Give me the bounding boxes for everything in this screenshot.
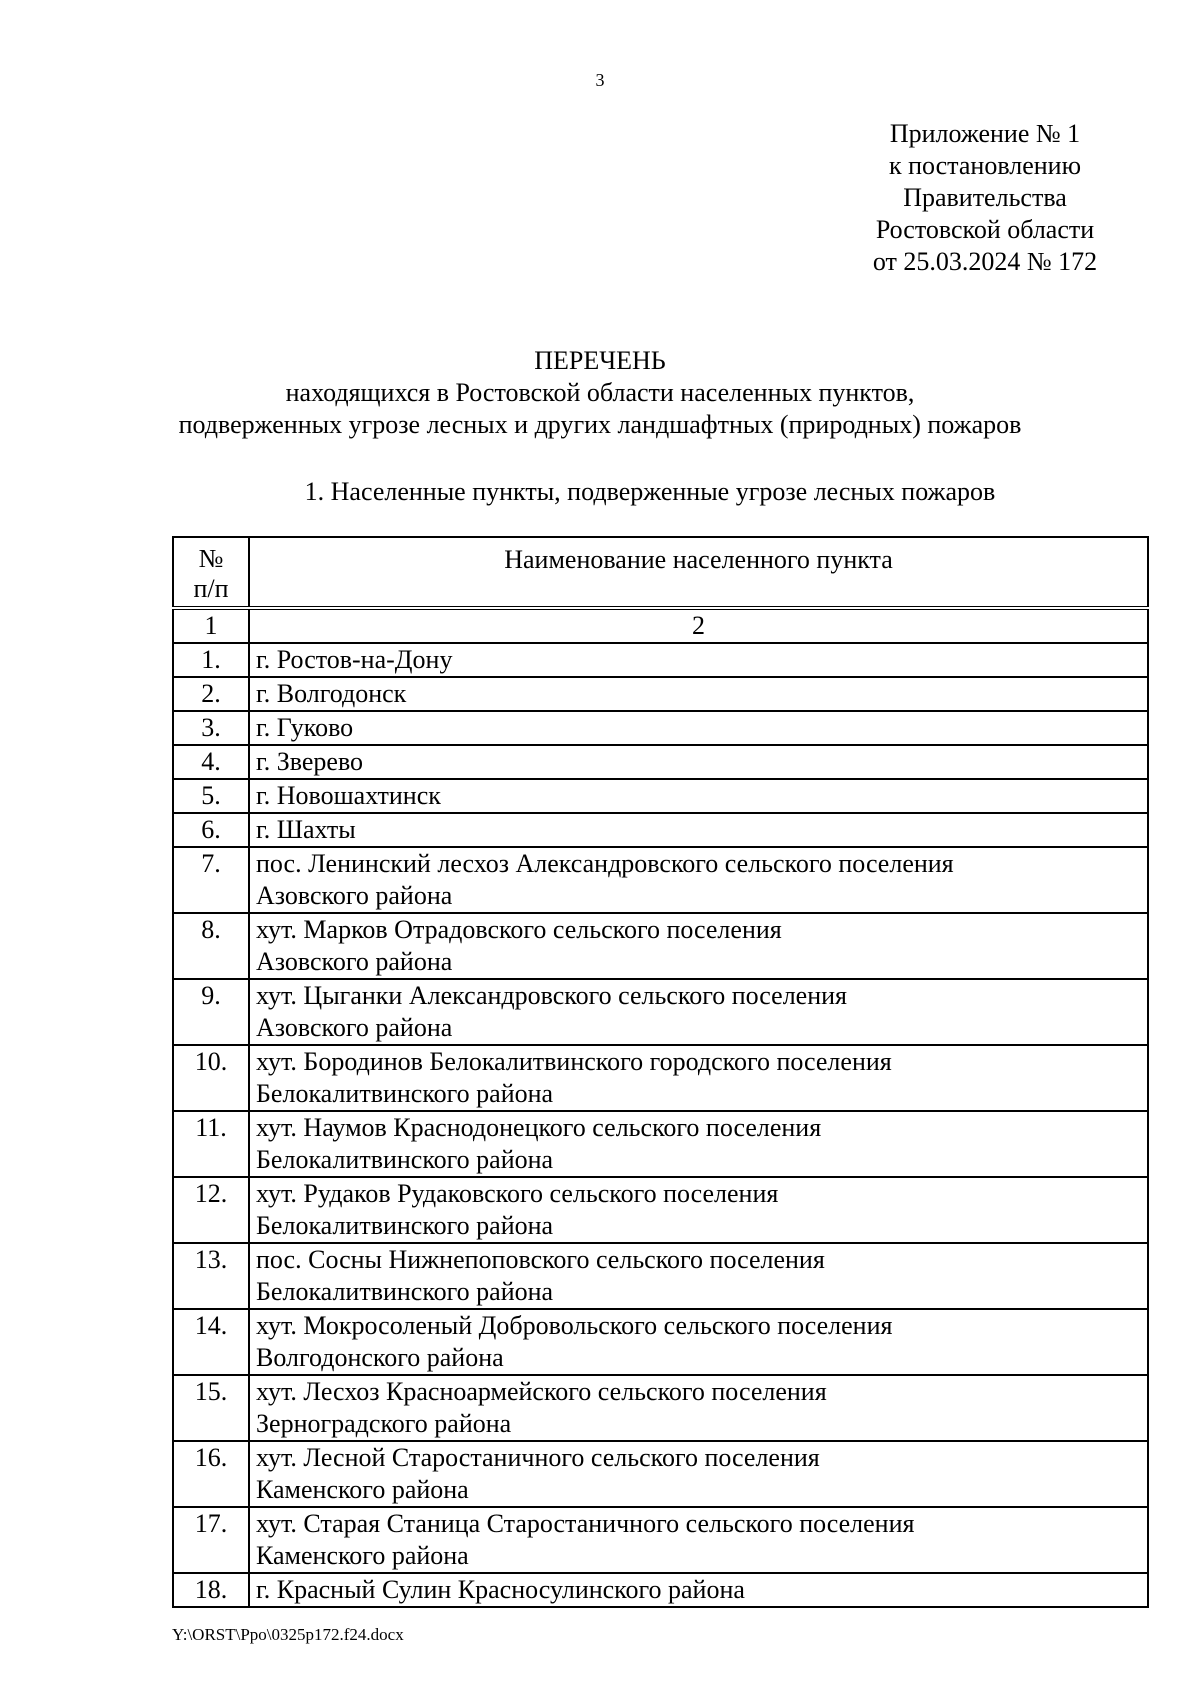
settlement-name-line: пос. Сосны Нижнепоповского сельского поселения (256, 1245, 825, 1274)
column-index-1: 1 (173, 608, 249, 643)
settlement-name (249, 779, 1148, 813)
row-number: 9. (173, 979, 249, 1045)
row-number: 1. (173, 643, 249, 677)
settlement-name (249, 1375, 1148, 1441)
footer-file-path: Y:\ORST\Ppo\0325p172.f24.docx (172, 1625, 404, 1644)
row-number: 4. (173, 745, 249, 779)
settlement-name (249, 979, 1148, 1045)
settlement-name (249, 1507, 1148, 1573)
settlement-district-line: Зерноградского района (256, 1409, 512, 1438)
table-row (173, 745, 1148, 779)
header-name: Наименование населенного пункта (249, 537, 1148, 608)
row-number: 7. (173, 847, 249, 913)
settlements-table-wrapper (172, 536, 1147, 1608)
settlement-name-line: хут. Мокросоленый Добровольского сельского поселения (256, 1311, 893, 1340)
row-number: 6. (173, 813, 249, 847)
settlement-name (249, 643, 1148, 677)
settlement-district-line: Каменского района (256, 1541, 469, 1570)
table-row (173, 1507, 1148, 1573)
appendix-line: от 25.03.2024 № 172 (872, 247, 1098, 276)
page-number: 3 (595, 70, 605, 90)
settlement-name-line: г. Новошахтинск (256, 781, 441, 810)
table-row (173, 643, 1148, 677)
settlement-name-line: г. Красный Сулин Красносулинского района (256, 1575, 745, 1604)
row-number: 14. (173, 1309, 249, 1375)
table-row (173, 1177, 1148, 1243)
settlement-name-line: г. Волгодонск (256, 679, 407, 708)
appendix-line: Правительства (903, 183, 1067, 212)
column-index-row (173, 608, 1148, 643)
settlement-name-line: г. Ростов-на-Дону (256, 645, 453, 674)
appendix-block (850, 118, 1120, 278)
settlement-name (249, 1441, 1148, 1507)
settlement-name-line: г. Гуково (256, 713, 354, 742)
table-row (173, 711, 1148, 745)
row-number: 2. (173, 677, 249, 711)
settlement-name (249, 745, 1148, 779)
appendix-line: Ростовской области (875, 215, 1095, 244)
row-number: 15. (173, 1375, 249, 1441)
table-row (173, 1375, 1148, 1441)
row-number: 13. (173, 1243, 249, 1309)
row-number: 5. (173, 779, 249, 813)
document-subtitle-line: находящихся в Ростовской области населенных пунктов, (285, 378, 915, 407)
document-title: ПЕРЕЧЕНЬ (534, 346, 666, 375)
row-number: 10. (173, 1045, 249, 1111)
table-row (173, 779, 1148, 813)
row-number: 12. (173, 1177, 249, 1243)
settlement-name (249, 677, 1148, 711)
row-number: 16. (173, 1441, 249, 1507)
settlement-name (249, 1111, 1148, 1177)
settlement-name (249, 1573, 1148, 1607)
row-number: 18. (173, 1573, 249, 1607)
settlement-name-line: пос. Ленинский лесхоз Александровского сельского поселения (256, 849, 954, 878)
settlement-name (249, 1243, 1148, 1309)
document-title-block (0, 345, 1200, 441)
settlement-district-line: Волгодонского района (256, 1343, 504, 1372)
table-header-row (173, 537, 1148, 608)
row-number: 17. (173, 1507, 249, 1573)
column-index-2: 2 (249, 608, 1148, 643)
settlement-name (249, 913, 1148, 979)
table-row (173, 913, 1148, 979)
table-row (173, 1573, 1148, 1607)
settlement-name-line: хут. Наумов Краснодонецкого сельского поселения (256, 1113, 822, 1142)
settlement-name-line: хут. Старая Станица Старостаничного сельского поселения (256, 1509, 915, 1538)
settlement-name-line: г. Зверево (256, 747, 364, 776)
appendix-line: к постановлению (888, 151, 1082, 180)
settlement-name (249, 847, 1148, 913)
settlement-name-line: хут. Рудаков Рудаковского сельского поселения (256, 1179, 779, 1208)
document-subtitle-line: подверженных угрозе лесных и других ландшафтных (природных) пожаров (178, 410, 1022, 439)
section-title: 1. Населенные пункты, подверженные угрозе лесных пожаров (304, 477, 996, 506)
settlement-name-line: хут. Лесхоз Красноармейского сельского поселения (256, 1377, 827, 1406)
settlement-name-line: хут. Цыганки Александровского сельского поселения (256, 981, 847, 1010)
settlement-district-line: Азовского района (256, 1013, 453, 1042)
settlement-name-line: хут. Марков Отрадовского сельского поселения (256, 915, 782, 944)
settlement-name-line: хут. Лесной Старостаничного сельского поселения (256, 1443, 820, 1472)
row-number: 8. (173, 913, 249, 979)
table-row (173, 1045, 1148, 1111)
table-row (173, 1111, 1148, 1177)
settlements-table (172, 536, 1149, 1608)
row-number: 3. (173, 711, 249, 745)
settlement-district-line: Азовского района (256, 881, 453, 910)
table-row (173, 813, 1148, 847)
settlement-district-line: Каменского района (256, 1475, 469, 1504)
header-number (173, 537, 249, 608)
row-number: 11. (173, 1111, 249, 1177)
header-number-abbrev: п/п (193, 574, 229, 603)
appendix-line: Приложение № 1 (889, 119, 1081, 148)
settlement-district-line: Белокалитвинского района (256, 1211, 554, 1240)
settlement-name (249, 1177, 1148, 1243)
settlement-name (249, 813, 1148, 847)
settlement-name-line: хут. Бородинов Белокалитвинского городского поселения (256, 1047, 892, 1076)
settlement-name (249, 711, 1148, 745)
table-row (173, 1309, 1148, 1375)
settlement-district-line: Азовского района (256, 947, 453, 976)
settlement-district-line: Белокалитвинского района (256, 1145, 554, 1174)
settlement-name-line: г. Шахты (256, 815, 356, 844)
settlement-name (249, 1309, 1148, 1375)
table-row (173, 1441, 1148, 1507)
table-row (173, 847, 1148, 913)
table-row (173, 1243, 1148, 1309)
table-row (173, 677, 1148, 711)
settlement-name (249, 1045, 1148, 1111)
settlement-district-line: Белокалитвинского района (256, 1277, 554, 1306)
table-row (173, 979, 1148, 1045)
header-number-symbol: № (198, 544, 224, 573)
settlement-district-line: Белокалитвинского района (256, 1079, 554, 1108)
